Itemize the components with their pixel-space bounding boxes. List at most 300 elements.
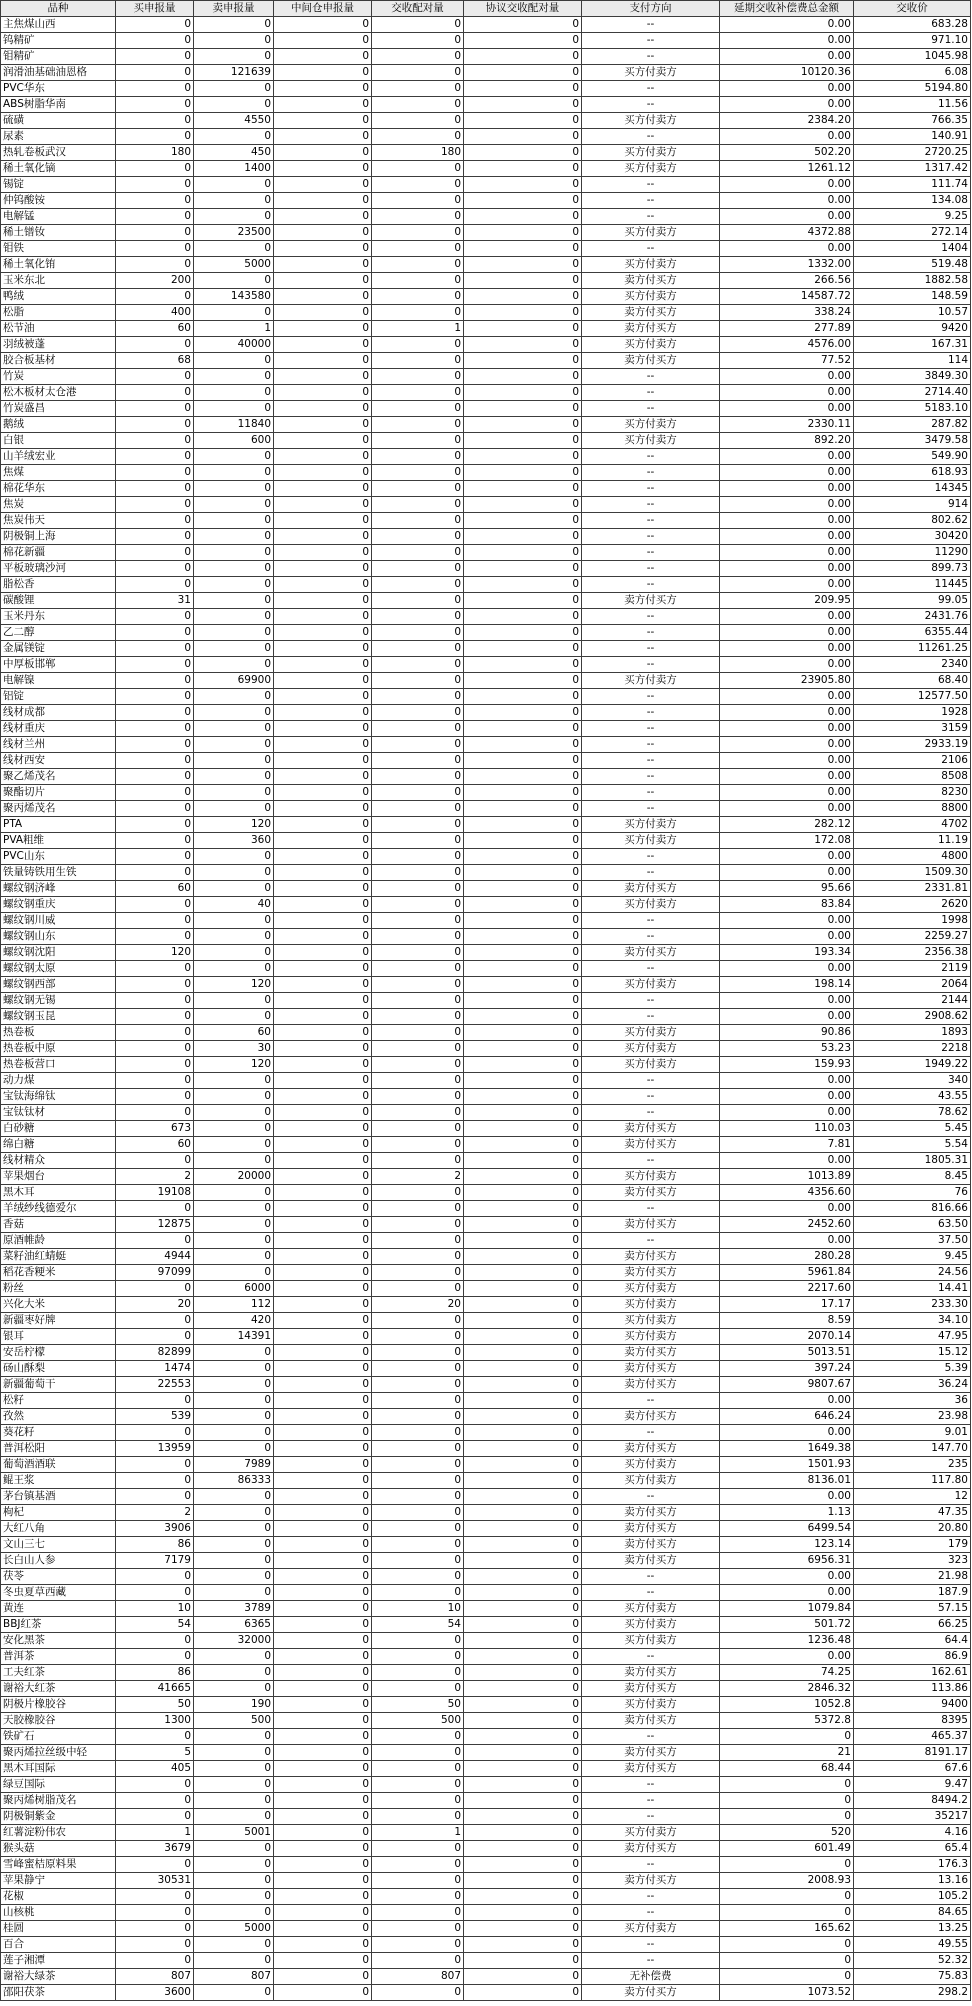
cell-delivery-price: 64.4 xyxy=(854,1633,971,1649)
cell-delivery-price: 4.16 xyxy=(854,1825,971,1841)
cell-sell-declared: 0 xyxy=(194,785,274,801)
cell-payment-direction: 卖方付买方 xyxy=(582,1985,720,2001)
cell-sell-declared: 450 xyxy=(194,145,274,161)
cell-buy-declared: 0 xyxy=(116,769,194,785)
cell-intermediate-declared: 0 xyxy=(274,289,372,305)
cell-product: 菜籽油红蜻蜓 xyxy=(1,1249,116,1265)
cell-payment-direction: 卖方付买方 xyxy=(582,1553,720,1569)
cell-buy-declared: 0 xyxy=(116,1105,194,1121)
cell-agreement-matched-qty: 0 xyxy=(464,657,582,673)
cell-agreement-matched-qty: 0 xyxy=(464,1665,582,1681)
cell-product: 热卷板中原 xyxy=(1,1041,116,1057)
cell-delivery-price: 2714.40 xyxy=(854,385,971,401)
cell-product: 线材兰州 xyxy=(1,737,116,753)
cell-agreement-matched-qty: 0 xyxy=(464,1809,582,1825)
cell-agreement-matched-qty: 0 xyxy=(464,913,582,929)
cell-compensation-total: 1501.93 xyxy=(720,1457,854,1473)
cell-compensation-total: 0.00 xyxy=(720,913,854,929)
table-row xyxy=(1,1457,971,1473)
cell-agreement-matched-qty: 0 xyxy=(464,1649,582,1665)
cell-delivery-price: 12577.50 xyxy=(854,689,971,705)
cell-compensation-total: 23905.80 xyxy=(720,673,854,689)
cell-buy-declared: 60 xyxy=(116,321,194,337)
cell-compensation-total: 14587.72 xyxy=(720,289,854,305)
cell-product: 竹炭盛昌 xyxy=(1,401,116,417)
cell-sell-declared: 0 xyxy=(194,385,274,401)
cell-sell-declared: 0 xyxy=(194,273,274,289)
table-row xyxy=(1,1409,971,1425)
cell-compensation-total: 0.00 xyxy=(720,689,854,705)
cell-sell-declared: 0 xyxy=(194,561,274,577)
cell-matched-qty: 0 xyxy=(372,129,464,145)
table-row xyxy=(1,321,971,337)
cell-matched-qty: 0 xyxy=(372,721,464,737)
cell-intermediate-declared: 0 xyxy=(274,1361,372,1377)
cell-matched-qty: 0 xyxy=(372,1281,464,1297)
col-header-matched-qty: 交收配对量 xyxy=(372,1,464,17)
cell-buy-declared: 0 xyxy=(116,1025,194,1041)
table-row xyxy=(1,1569,971,1585)
cell-agreement-matched-qty: 0 xyxy=(464,1457,582,1473)
cell-intermediate-declared: 0 xyxy=(274,689,372,705)
table-row xyxy=(1,369,971,385)
cell-product: 花椒 xyxy=(1,1889,116,1905)
table-row xyxy=(1,129,971,145)
cell-buy-declared: 0 xyxy=(116,1889,194,1905)
cell-compensation-total: 0.00 xyxy=(720,961,854,977)
table-row xyxy=(1,1105,971,1121)
cell-agreement-matched-qty: 0 xyxy=(464,113,582,129)
cell-product: 百合 xyxy=(1,1937,116,1953)
cell-sell-declared: 0 xyxy=(194,81,274,97)
table-row xyxy=(1,721,971,737)
cell-agreement-matched-qty: 0 xyxy=(464,1825,582,1841)
cell-delivery-price: 8191.17 xyxy=(854,1745,971,1761)
cell-sell-declared: 0 xyxy=(194,1345,274,1361)
cell-sell-declared: 0 xyxy=(194,1569,274,1585)
cell-buy-declared: 19108 xyxy=(116,1185,194,1201)
cell-sell-declared: 0 xyxy=(194,1505,274,1521)
cell-delivery-price: 117.80 xyxy=(854,1473,971,1489)
cell-compensation-total: 501.72 xyxy=(720,1617,854,1633)
cell-buy-declared: 0 xyxy=(116,961,194,977)
cell-delivery-price: 1998 xyxy=(854,913,971,929)
cell-buy-declared: 0 xyxy=(116,17,194,33)
cell-compensation-total: 77.52 xyxy=(720,353,854,369)
cell-matched-qty: 0 xyxy=(372,1265,464,1281)
cell-sell-declared: 0 xyxy=(194,625,274,641)
table-row xyxy=(1,161,971,177)
cell-sell-declared: 0 xyxy=(194,1777,274,1793)
cell-intermediate-declared: 0 xyxy=(274,1921,372,1937)
cell-delivery-price: 233.30 xyxy=(854,1297,971,1313)
cell-delivery-price: 287.82 xyxy=(854,417,971,433)
table-row xyxy=(1,833,971,849)
cell-intermediate-declared: 0 xyxy=(274,785,372,801)
cell-compensation-total: 0.00 xyxy=(720,993,854,1009)
cell-product: 枸杞 xyxy=(1,1505,116,1521)
cell-intermediate-declared: 0 xyxy=(274,625,372,641)
cell-compensation-total: 0 xyxy=(720,1729,854,1745)
cell-buy-declared: 0 xyxy=(116,641,194,657)
cell-matched-qty: 0 xyxy=(372,1025,464,1041)
cell-compensation-total: 0.00 xyxy=(720,369,854,385)
cell-compensation-total: 1073.52 xyxy=(720,1985,854,2001)
cell-buy-declared: 0 xyxy=(116,817,194,833)
cell-agreement-matched-qty: 0 xyxy=(464,97,582,113)
table-row xyxy=(1,33,971,49)
cell-compensation-total: 0.00 xyxy=(720,609,854,625)
cell-intermediate-declared: 0 xyxy=(274,833,372,849)
cell-payment-direction: 卖方付买方 xyxy=(582,353,720,369)
cell-compensation-total: 0.00 xyxy=(720,625,854,641)
cell-sell-declared: 0 xyxy=(194,593,274,609)
cell-product: 香菇 xyxy=(1,1217,116,1233)
cell-product: ABS树脂华南 xyxy=(1,97,116,113)
cell-buy-declared: 0 xyxy=(116,977,194,993)
cell-product: 焦炭伟天 xyxy=(1,513,116,529)
cell-buy-declared: 0 xyxy=(116,561,194,577)
cell-matched-qty: 0 xyxy=(372,337,464,353)
cell-matched-qty: 0 xyxy=(372,913,464,929)
cell-intermediate-declared: 0 xyxy=(274,1153,372,1169)
cell-delivery-price: 1045.98 xyxy=(854,49,971,65)
table-row xyxy=(1,241,971,257)
cell-buy-declared: 7179 xyxy=(116,1553,194,1569)
cell-compensation-total: 0.00 xyxy=(720,177,854,193)
cell-buy-declared: 0 xyxy=(116,1777,194,1793)
cell-payment-direction: 买方付卖方 xyxy=(582,1601,720,1617)
cell-payment-direction: -- xyxy=(582,721,720,737)
table-row xyxy=(1,961,971,977)
cell-payment-direction: 买方付卖方 xyxy=(582,1025,720,1041)
cell-compensation-total: 2008.93 xyxy=(720,1873,854,1889)
cell-payment-direction: 买方付卖方 xyxy=(582,161,720,177)
table-row xyxy=(1,273,971,289)
cell-buy-declared: 3679 xyxy=(116,1841,194,1857)
cell-agreement-matched-qty: 0 xyxy=(464,241,582,257)
table-row xyxy=(1,993,971,1009)
cell-compensation-total: 892.20 xyxy=(720,433,854,449)
cell-compensation-total: 0.00 xyxy=(720,865,854,881)
cell-intermediate-declared: 0 xyxy=(274,97,372,113)
cell-matched-qty: 0 xyxy=(372,289,464,305)
cell-payment-direction: 买方付卖方 xyxy=(582,897,720,913)
cell-sell-declared: 0 xyxy=(194,641,274,657)
table-row xyxy=(1,945,971,961)
cell-compensation-total: 198.14 xyxy=(720,977,854,993)
cell-matched-qty: 0 xyxy=(372,1569,464,1585)
cell-delivery-price: 2431.76 xyxy=(854,609,971,625)
cell-compensation-total: 0.00 xyxy=(720,769,854,785)
cell-delivery-price: 43.55 xyxy=(854,1089,971,1105)
cell-intermediate-declared: 0 xyxy=(274,1553,372,1569)
cell-compensation-total: 646.24 xyxy=(720,1409,854,1425)
cell-buy-declared: 50 xyxy=(116,1697,194,1713)
cell-payment-direction: -- xyxy=(582,689,720,705)
table-row xyxy=(1,801,971,817)
cell-sell-declared: 0 xyxy=(194,1809,274,1825)
cell-delivery-price: 10.57 xyxy=(854,305,971,321)
cell-intermediate-declared: 0 xyxy=(274,1185,372,1201)
cell-buy-declared: 0 xyxy=(116,1953,194,1969)
cell-intermediate-declared: 0 xyxy=(274,145,372,161)
table-row xyxy=(1,81,971,97)
cell-intermediate-declared: 0 xyxy=(274,1633,372,1649)
cell-matched-qty: 0 xyxy=(372,529,464,545)
cell-product: 宝钛海绵钛 xyxy=(1,1089,116,1105)
cell-delivery-price: 67.6 xyxy=(854,1761,971,1777)
table-row xyxy=(1,1393,971,1409)
cell-product: 棉花华东 xyxy=(1,481,116,497)
cell-payment-direction: -- xyxy=(582,1793,720,1809)
cell-agreement-matched-qty: 0 xyxy=(464,1009,582,1025)
cell-payment-direction: 买方付卖方 xyxy=(582,673,720,689)
cell-product: 孜然 xyxy=(1,1409,116,1425)
cell-compensation-total: 0.00 xyxy=(720,801,854,817)
cell-agreement-matched-qty: 0 xyxy=(464,337,582,353)
table-row xyxy=(1,1345,971,1361)
table-row xyxy=(1,1185,971,1201)
cell-payment-direction: 卖方付买方 xyxy=(582,1665,720,1681)
cell-buy-declared: 0 xyxy=(116,673,194,689)
cell-compensation-total: 338.24 xyxy=(720,305,854,321)
cell-product: 桂圆 xyxy=(1,1921,116,1937)
cell-sell-declared: 0 xyxy=(194,1105,274,1121)
cell-product: 线材精众 xyxy=(1,1153,116,1169)
cell-intermediate-declared: 0 xyxy=(274,1905,372,1921)
table-row xyxy=(1,1025,971,1041)
cell-payment-direction: 买方付卖方 xyxy=(582,289,720,305)
cell-buy-declared: 0 xyxy=(116,801,194,817)
cell-intermediate-declared: 0 xyxy=(274,65,372,81)
cell-agreement-matched-qty: 0 xyxy=(464,801,582,817)
cell-matched-qty: 0 xyxy=(372,209,464,225)
cell-intermediate-declared: 0 xyxy=(274,929,372,945)
cell-compensation-total: 520 xyxy=(720,1825,854,1841)
cell-agreement-matched-qty: 0 xyxy=(464,1441,582,1457)
cell-product: 螺纹钢西部 xyxy=(1,977,116,993)
cell-delivery-price: 105.2 xyxy=(854,1889,971,1905)
cell-sell-declared: 112 xyxy=(194,1297,274,1313)
cell-agreement-matched-qty: 0 xyxy=(464,1729,582,1745)
cell-buy-declared: 0 xyxy=(116,1425,194,1441)
cell-sell-declared: 0 xyxy=(194,801,274,817)
cell-matched-qty: 0 xyxy=(372,17,464,33)
cell-intermediate-declared: 0 xyxy=(274,1729,372,1745)
cell-agreement-matched-qty: 0 xyxy=(464,129,582,145)
table-row xyxy=(1,1313,971,1329)
cell-sell-declared: 0 xyxy=(194,177,274,193)
cell-product: 阴极铜上海 xyxy=(1,529,116,545)
cell-buy-declared: 807 xyxy=(116,1969,194,1985)
cell-product: 热卷板营口 xyxy=(1,1057,116,1073)
col-header-buy-declared: 买申报量 xyxy=(116,1,194,17)
cell-payment-direction: -- xyxy=(582,1569,720,1585)
cell-sell-declared: 0 xyxy=(194,1089,274,1105)
cell-buy-declared: 86 xyxy=(116,1665,194,1681)
cell-delivery-price: 1928 xyxy=(854,705,971,721)
cell-agreement-matched-qty: 0 xyxy=(464,385,582,401)
cell-delivery-price: 3159 xyxy=(854,721,971,737)
cell-buy-declared: 0 xyxy=(116,417,194,433)
cell-delivery-price: 2340 xyxy=(854,657,971,673)
cell-payment-direction: -- xyxy=(582,753,720,769)
cell-intermediate-declared: 0 xyxy=(274,241,372,257)
cell-compensation-total: 0 xyxy=(720,1905,854,1921)
cell-buy-declared: 0 xyxy=(116,1329,194,1345)
cell-agreement-matched-qty: 0 xyxy=(464,929,582,945)
cell-intermediate-declared: 0 xyxy=(274,1777,372,1793)
cell-sell-declared: 0 xyxy=(194,1937,274,1953)
cell-sell-declared: 0 xyxy=(194,993,274,1009)
cell-buy-declared: 0 xyxy=(116,897,194,913)
cell-buy-declared: 0 xyxy=(116,1089,194,1105)
cell-intermediate-declared: 0 xyxy=(274,1169,372,1185)
cell-delivery-price: 52.32 xyxy=(854,1953,971,1969)
cell-compensation-total: 1261.12 xyxy=(720,161,854,177)
cell-matched-qty: 0 xyxy=(372,1249,464,1265)
cell-matched-qty: 0 xyxy=(372,449,464,465)
cell-intermediate-declared: 0 xyxy=(274,1793,372,1809)
cell-payment-direction: -- xyxy=(582,1857,720,1873)
cell-payment-direction: 卖方付买方 xyxy=(582,1377,720,1393)
cell-delivery-price: 6355.44 xyxy=(854,625,971,641)
cell-intermediate-declared: 0 xyxy=(274,1761,372,1777)
cell-agreement-matched-qty: 0 xyxy=(464,753,582,769)
table-row xyxy=(1,1233,971,1249)
cell-product: 白砂糖 xyxy=(1,1121,116,1137)
cell-product: 松节油 xyxy=(1,321,116,337)
cell-payment-direction: 买方付卖方 xyxy=(582,817,720,833)
cell-delivery-price: 23.98 xyxy=(854,1409,971,1425)
cell-matched-qty: 0 xyxy=(372,1537,464,1553)
cell-sell-declared: 0 xyxy=(194,1377,274,1393)
cell-agreement-matched-qty: 0 xyxy=(464,833,582,849)
cell-intermediate-declared: 0 xyxy=(274,897,372,913)
cell-sell-declared: 0 xyxy=(194,1137,274,1153)
cell-buy-declared: 0 xyxy=(116,49,194,65)
cell-sell-declared: 0 xyxy=(194,1761,274,1777)
cell-matched-qty: 0 xyxy=(372,1473,464,1489)
cell-buy-declared: 0 xyxy=(116,1793,194,1809)
cell-payment-direction: -- xyxy=(582,609,720,625)
table-row xyxy=(1,193,971,209)
cell-intermediate-declared: 0 xyxy=(274,1089,372,1105)
cell-matched-qty: 0 xyxy=(372,1121,464,1137)
cell-delivery-price: 11290 xyxy=(854,545,971,561)
cell-product: 平板玻璃沙河 xyxy=(1,561,116,577)
cell-sell-declared: 0 xyxy=(194,1681,274,1697)
cell-product: 主焦煤山西 xyxy=(1,17,116,33)
cell-sell-declared: 0 xyxy=(194,1153,274,1169)
cell-intermediate-declared: 0 xyxy=(274,1377,372,1393)
cell-delivery-price: 148.59 xyxy=(854,289,971,305)
cell-delivery-price: 111.74 xyxy=(854,177,971,193)
cell-matched-qty: 0 xyxy=(372,1217,464,1233)
cell-intermediate-declared: 0 xyxy=(274,1697,372,1713)
cell-compensation-total: 8136.01 xyxy=(720,1473,854,1489)
cell-compensation-total: 4576.00 xyxy=(720,337,854,353)
cell-delivery-price: 65.4 xyxy=(854,1841,971,1857)
cell-delivery-price: 3479.58 xyxy=(854,433,971,449)
table-row xyxy=(1,929,971,945)
cell-intermediate-declared: 0 xyxy=(274,705,372,721)
cell-sell-declared: 0 xyxy=(194,1665,274,1681)
table-row xyxy=(1,1057,971,1073)
cell-compensation-total: 0.00 xyxy=(720,193,854,209)
cell-intermediate-declared: 0 xyxy=(274,1473,372,1489)
cell-buy-declared: 200 xyxy=(116,273,194,289)
cell-buy-declared: 97099 xyxy=(116,1265,194,1281)
cell-compensation-total: 0.00 xyxy=(720,1649,854,1665)
cell-buy-declared: 0 xyxy=(116,1073,194,1089)
cell-agreement-matched-qty: 0 xyxy=(464,1105,582,1121)
cell-matched-qty: 2 xyxy=(372,1169,464,1185)
table-row xyxy=(1,1425,971,1441)
cell-matched-qty: 50 xyxy=(372,1697,464,1713)
cell-product: 黑木耳 xyxy=(1,1185,116,1201)
cell-intermediate-declared: 0 xyxy=(274,1713,372,1729)
cell-intermediate-declared: 0 xyxy=(274,193,372,209)
cell-delivery-price: 68.40 xyxy=(854,673,971,689)
table-row xyxy=(1,1089,971,1105)
cell-intermediate-declared: 0 xyxy=(274,449,372,465)
cell-agreement-matched-qty: 0 xyxy=(464,1025,582,1041)
cell-product: 安化黑茶 xyxy=(1,1633,116,1649)
cell-delivery-price: 20.80 xyxy=(854,1521,971,1537)
cell-intermediate-declared: 0 xyxy=(274,1825,372,1841)
cell-payment-direction: -- xyxy=(582,961,720,977)
table-row xyxy=(1,1041,971,1057)
cell-compensation-total: 1236.48 xyxy=(720,1633,854,1649)
cell-agreement-matched-qty: 0 xyxy=(464,1249,582,1265)
cell-buy-declared: 0 xyxy=(116,1457,194,1473)
cell-matched-qty: 0 xyxy=(372,833,464,849)
cell-compensation-total: 0.00 xyxy=(720,721,854,737)
cell-payment-direction: -- xyxy=(582,849,720,865)
cell-matched-qty: 20 xyxy=(372,1297,464,1313)
cell-buy-declared: 0 xyxy=(116,1569,194,1585)
cell-buy-declared: 0 xyxy=(116,865,194,881)
cell-compensation-total: 0.00 xyxy=(720,17,854,33)
cell-payment-direction: 卖方付买方 xyxy=(582,1441,720,1457)
cell-sell-declared: 121639 xyxy=(194,65,274,81)
cell-agreement-matched-qty: 0 xyxy=(464,1425,582,1441)
cell-payment-direction: 卖方付买方 xyxy=(582,1505,720,1521)
cell-intermediate-declared: 0 xyxy=(274,881,372,897)
cell-compensation-total: 0.00 xyxy=(720,529,854,545)
cell-matched-qty: 0 xyxy=(372,433,464,449)
cell-agreement-matched-qty: 0 xyxy=(464,1233,582,1249)
cell-sell-declared: 0 xyxy=(194,529,274,545)
cell-matched-qty: 0 xyxy=(372,817,464,833)
cell-delivery-price: 3849.30 xyxy=(854,369,971,385)
cell-matched-qty: 0 xyxy=(372,1905,464,1921)
cell-matched-qty: 0 xyxy=(372,177,464,193)
cell-product: 邵阳茯茶 xyxy=(1,1985,116,2001)
cell-matched-qty: 0 xyxy=(372,1921,464,1937)
cell-buy-declared: 120 xyxy=(116,945,194,961)
cell-agreement-matched-qty: 0 xyxy=(464,993,582,1009)
cell-product: 铁矿石 xyxy=(1,1729,116,1745)
cell-buy-declared: 0 xyxy=(116,1057,194,1073)
cell-buy-declared: 0 xyxy=(116,721,194,737)
cell-payment-direction: 卖方付买方 xyxy=(582,1121,720,1137)
cell-delivery-price: 2064 xyxy=(854,977,971,993)
table-row xyxy=(1,1905,971,1921)
table-row xyxy=(1,1617,971,1633)
